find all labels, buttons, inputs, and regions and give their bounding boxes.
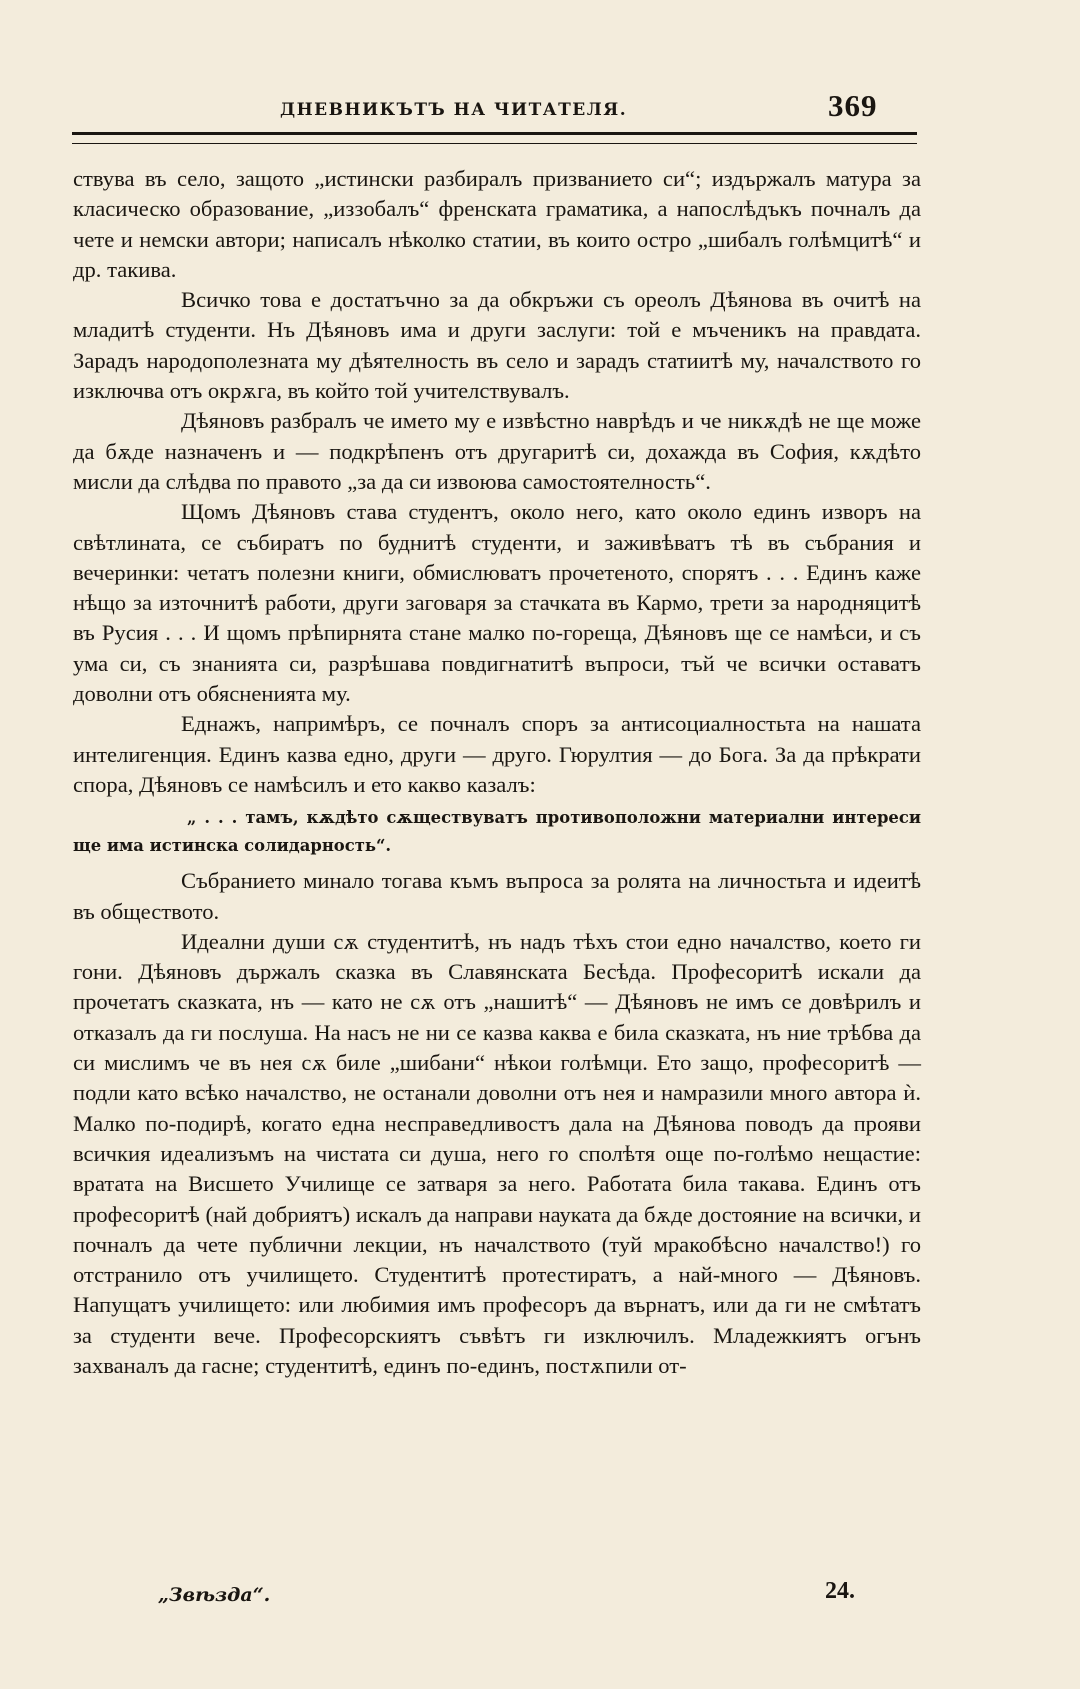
sheet-number: 24. [825, 1578, 855, 1604]
paragraph: ствува въ село, защото „истински разбиралъ призванието си“; издържалъ матура за класическо образование, „иззобалъ“ френската граматика, а напослѣдъкъ почналъ да чете и немски автори; написалъ нѣколко статии, въ които остро „шибалъ голѣмцитѣ“ и др. такива. [73, 166, 921, 282]
header-rule [72, 132, 917, 144]
running-head: ДНЕВНИКЪТЪ НА ЧИТАТЕЛЯ. [280, 100, 628, 120]
page-header [0, 88, 1080, 138]
paragraph: Идеални души сѫ студентитѣ, нъ надъ тѣхъ стои едно началство, което ги гони. Дѣяновъ държалъ сказка въ Славянската Бесѣда. Професоритѣ искали да прочетатъ сказката, нъ — като не сѫ отъ „нашитѣ“ — Дѣяновъ не имъ се довѣрилъ и отказалъ да ги послуша. На насъ не ни се казва каква е била сказката, нъ ние трѣбва да си мислимъ че въ нея сѫ биле „шибани“ нѣкои голѣмци. Ето защо, професоритѣ — подли като всѣко началство, не останали доволни отъ нея и намразили много автора ѝ. Малко по-подирѣ, когато една несправедливостъ дала на Дѣянова поводъ да прояви всичкия идеализъмъ на чистата си душа, него го сполѣтя още по-голѣмо нещастие: вратата на Висшето Училище се затваря за него. Работата била такава. Единъ отъ професоритѣ (най добриятъ) искалъ да направи науката да бѫде достояние на всички, и почналъ да чете публични лекции, нъ началството (туй мракобѣсно началство!) го отстранило отъ училището. Студентитѣ протестиратъ, а най-много — Дѣяновъ. Напущатъ училището: или любимия имъ професоръ да върнатъ, или да ги не смѣтатъ за студенти вече. Професорскиятъ съвѣтъ ги изключилъ. Младежкиятъ огънъ захваналъ да гасне; студентитѣ, единъ по-единъ, постѫпили от- [73, 928, 921, 1378]
block-quote: „ . . . тамъ, кѫдѣто сѫществуватъ противоположни материални интереси ще има истинска солидарность“. [73, 808, 921, 856]
paragraph: Дѣяновъ разбралъ че името му е извѣстно наврѣдъ и че никѫдѣ не ще може да бѫде назначенъ и — подкрѣпенъ отъ другаритѣ си, дохажда въ София, кѫдѣто мисли да слѣдва по правото „за да си извоюва самостоятелность“. [73, 408, 921, 494]
journal-signature: „Звѣзда“. [158, 1584, 271, 1606]
page-number: 369 [828, 88, 878, 123]
paragraph: Събранието минало тогава къмъ въпроса за ролята на личностьта и идеитѣ въ обществото. [73, 868, 921, 924]
body-text [73, 164, 921, 1381]
paragraph: Еднажъ, напримѣръ, се почналъ споръ за антисоциалностьта на нашата интелигенция. Единъ казва едно, други — друго. Гюрултия — до Бога. За да прѣкрати спора, Дѣяновъ се намѣсилъ и ето какво казалъ: [73, 711, 921, 797]
paragraph: Всичко това е достатъчно за да обкръжи съ ореолъ Дѣянова въ очитѣ на младитѣ студенти. Нъ Дѣяновъ има и други заслуги: той е мъченикъ на правдата. Зарадъ народополезната му дѣятелность въ село и зарадъ статиитѣ му, началството го изключва отъ окрѫга, въ който той учителствувалъ. [73, 287, 921, 404]
paragraph: Щомъ Дѣяновъ става студентъ, около него, като около единъ изворъ на свѣтлината, се събиратъ по буднитѣ студенти, и заживѣватъ тѣ въ събрания и вечеринки: четатъ полезни книги, обмислюватъ прочетеното, спорятъ . . . Единъ каже нѣщо за източнитѣ работи, други заговаря за стачката въ Кармо, трети за народняцитѣ въ Русия . . . И щомъ прѣпирнята стане малко по-гореща, Дѣяновъ ще се намѣси, и съ ума си, съ знанията си, разрѣшава повдигнатитѣ въпроси, тъй че всички оставатъ доволни отъ обясненията му. [73, 499, 921, 707]
